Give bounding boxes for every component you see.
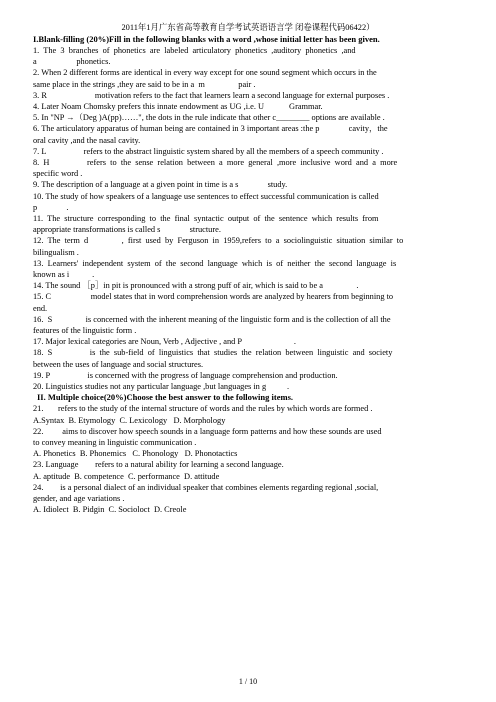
text-line: same place in the strings ,they are said to be in a m pair . [33,79,256,89]
text-line: 12. The term d , first used by Ferguson in 1959,refers to a sociolinguistic situation similar to [33,236,404,246]
text-line: a phonetics. [33,57,111,67]
text-line: 18. S is the sub-field of linguistics that studies the relation between linguistic and society [33,348,393,358]
page-number: 1 / 10 [238,677,258,686]
section2-heading: II. Multiple choice(20%)Choose the best answer to the following items. [37,392,294,403]
text-line: 10. The study of how speakers of a language use sentences to effect successful communication is called [33,191,379,201]
text-line: 19. P is concerned with the progress of language comprehension and production. [33,370,338,380]
text-line: to convey meaning in linguistic communication . [33,437,197,447]
text-line: A. Idiolect B. Pidgin C. Socioloct D. Creole [33,505,187,515]
text-line: A.Syntax B. Etymology C. Lexicology D. Morphology [33,415,226,425]
text-line: 23. Language refers to a natural ability for learning a second language. [33,460,284,470]
text-line: 2. When 2 different forms are identical in every way except for one sound segment which occurs in the [33,68,377,78]
text-line: 17. Major lexical categories are Noun, Verb , Adjective , and P . [33,337,296,347]
text-line: 22. aims to discover how speech sounds in a language form patterns and how these sounds are used [33,426,382,436]
section1-heading: I.Blank-filling (20%)Fill in the following blanks with a word ,whose initial letter has been given. [33,34,380,44]
exam-title: 2011年1月广东省高等教育自学考试英语语言学 闭卷课程代码06422） [121,23,375,32]
text-line: 11. The structure corresponding to the final syntactic output of the sentence which results from [33,214,379,224]
text-line: 6. The articulatory apparatus of human being are contained in 3 important areas :the p cavity，the [33,124,388,134]
text-line: 8. H refers to the sense relation between a more general ,more inclusive word and a more [33,158,398,168]
text-line: oral cavity ,and the nasal cavity. [33,135,141,145]
text-line: 4. Later Noam Chomsky prefers this innate endowment as UG ,i.e. U Grammar. [33,102,323,112]
text-line: 24. is a personal dialect of an individual speaker that combines elements regarding regional ,social, [33,482,379,492]
text-line: A. aptitude B. competence C. performance D. attitude [33,471,220,481]
text-line: p . [33,202,69,212]
text-line: 1. The 3 branches of phonetics are labeled articulatory phonetics ,auditory phonetics ,and [33,46,356,55]
text-line: 21. refers to the study of the internal structure of words and the rules by which words are formed . [33,404,373,414]
text-line: 9. The description of a language at a given point in time is a s study. [33,180,288,190]
section2-body [33,403,463,515]
text-line: between the uses of language and social structures. [33,359,204,369]
text-line: 15. C model states that in word comprehension words are analyzed by hearers from beginning to [33,292,394,302]
text-line: end. [33,303,48,313]
section1-body [33,45,463,392]
text-line: specific word . [33,169,83,179]
text-line: 20. Linguistics studies not any particular language ,but languages in g . [33,382,290,392]
text-line: appropriate transformations is called s structure. [33,225,221,235]
text-line: A. Phonetics B. Phonemics C. Phonology D. Phonotactics [33,449,238,459]
text-line: 3. R motivation refers to the fact that learners learn a second language for external purposes . [33,90,390,100]
text-line: 7. L refers to the abstract linguistic system shared by all the members of a speech community . [33,146,384,156]
document-page [33,22,463,515]
text-line: 16. S is concerned with the inherent meaning of the linguistic form and is the collection of all the [33,314,391,324]
text-line: bilingualism . [33,247,79,257]
text-line: 5. In "NP →（Deg )A(pp)……", the dots in the rule indicate that other c________ options are available . [33,113,385,123]
text-line: features of the linguistic form . [33,326,137,336]
text-line: 13. Learners' independent system of the second language which is of neither the second language is [33,258,397,268]
text-line: 14. The sound ［p］in pit is pronounced with a strong puff of air, which is said to be a . [33,281,359,291]
text-line: known as i . [33,270,95,280]
text-line: gender, and age variations . [33,493,125,503]
